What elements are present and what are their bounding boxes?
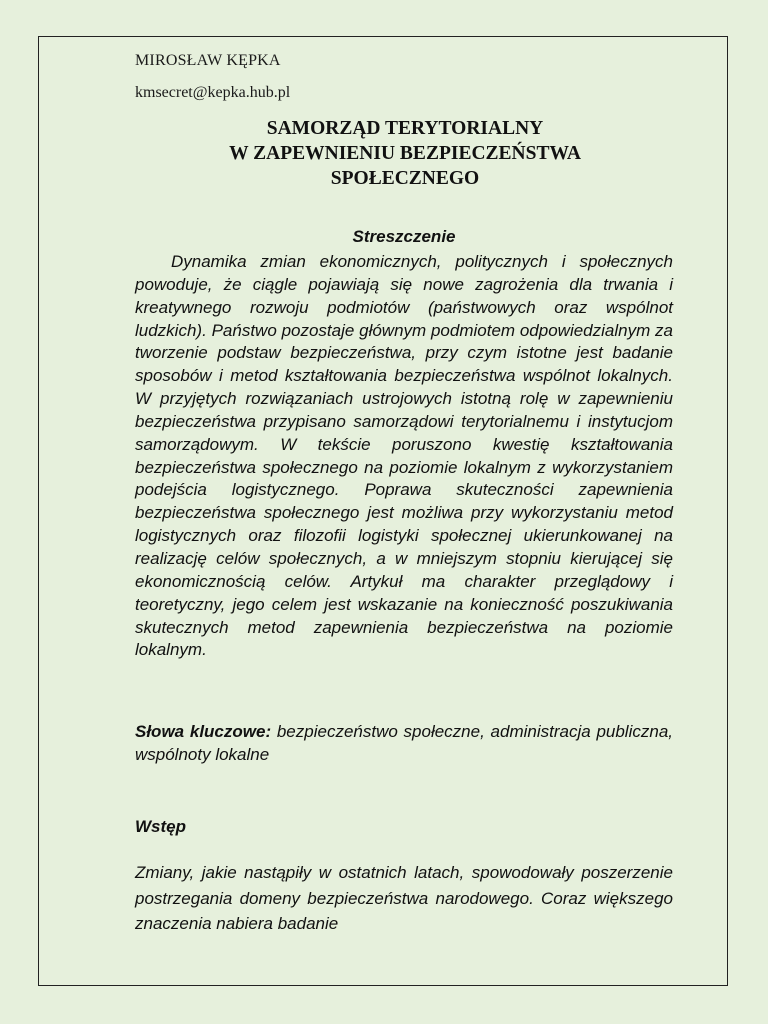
keywords-text: bezpieczeństwo społeczne, administracja publiczna, wspólnoty lokalne xyxy=(135,722,673,764)
introduction-body: Zmiany, jakie nastąpiły w ostatnich latach, spowodowały poszerzenie postrzegania domeny bezpieczeństwa narodowego. Coraz większego znaczenia nabiera badanie xyxy=(135,863,673,933)
abstract-body: Dynamika zmian ekonomicznych, politycznych i społecznych powoduje, że ciągle pojawiają się nowe zagrożenia dla trwania i kreatywnego rozwoju podmiotów (państwowych oraz wspólnot ludzkich). Państwo pozostaje głównym podmiotem odpowiedzialnym za tworzenie podstaw bezpieczeństwa, przy czym istotne jest badanie sposobów i metod kształtowania bezpieczeństwa wspólnot lokalnych. W przyjętych rozwiązaniach ustrojowych istotną rolę w zapewnieniu bezpieczeństwa przypisano samorządowi terytorialnemu i instytucjom samorządowym. W tekście poruszono kwestię kształtowania bezpieczeństwa społecznego na poziomie lokalnym z wykorzystaniem podejścia logistycznego. Poprawa skuteczności zapewnienia bezpieczeństwa społecznego jest możliwa przy wykorzystaniu metod logistycznych oraz filozofii logistyki społecznej ukierunkowanej na realizację celów społecznych, a w mniejszym stopniu kierującej się ekonomicznością celów. Artykuł ma charakter przeglądowy i teoretyczny, jego celem jest wskazanie na konieczność poszukiwania skutecznych metod zapewnienia bezpieczeństwa na poziomie lokalnym. xyxy=(135,252,673,660)
abstract-heading: Streszczenie xyxy=(352,227,456,246)
title-line-1: SAMORZĄD TERYTORIALNY xyxy=(266,118,544,139)
keywords-label: Słowa kluczowe: xyxy=(135,722,272,741)
keywords-paragraph xyxy=(135,721,673,767)
author-name: MIROSŁAW KĘPKA xyxy=(135,52,281,69)
introduction-heading: Wstęp xyxy=(135,817,186,836)
article-title xyxy=(135,116,675,191)
title-line-3: SPOŁECZNEGO xyxy=(330,168,480,189)
title-line-2: W ZAPEWNIENIU BEZPIECZEŃSTWA xyxy=(229,143,581,164)
author-email: kmsecret@kepka.hub.pl xyxy=(135,84,291,101)
